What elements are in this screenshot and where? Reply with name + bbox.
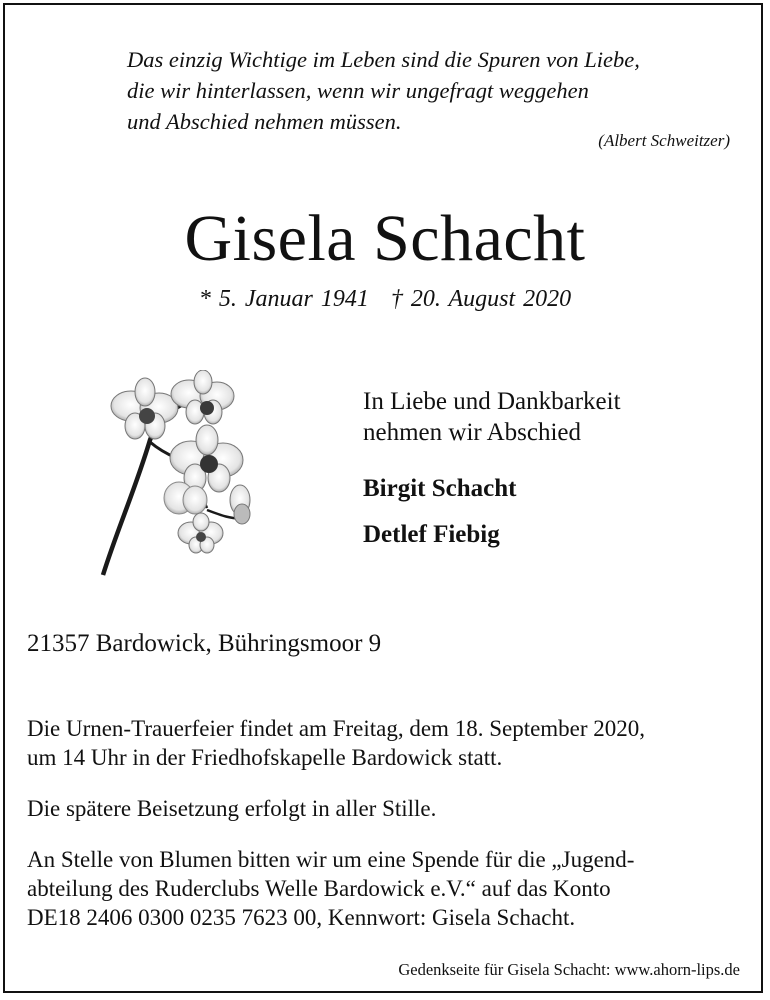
mourner-name: Detlef Fiebig: [363, 521, 500, 548]
notice-line: abteilung des Ruderclubs Welle Bardowick e.V.“ auf das Konto: [27, 876, 611, 901]
quote-line: die wir hinterlassen, wenn wir ungefragt weggehen: [127, 78, 589, 103]
donation-notice: [27, 845, 634, 932]
life-dates: [0, 286, 770, 313]
death-date: † 20. August 2020: [390, 286, 572, 312]
deceased-name: Gisela Schacht: [184, 202, 586, 275]
quote-line: Das einzig Wichtige im Leben sind die Spuren von Liebe,: [127, 47, 640, 72]
burial-notice: Die spätere Beisetzung erfolgt in aller Stille.: [27, 796, 437, 821]
orchid-illustration: [95, 370, 275, 580]
notice-line: An Stelle von Blumen bitten wir um eine Spende für die „Jugend-: [27, 847, 635, 872]
birth-date: * 5. Januar 1941: [198, 286, 369, 312]
ceremony-notice: [27, 714, 645, 772]
notice-line: um 14 Uhr in der Friedhofskapelle Bardowick statt.: [27, 745, 503, 770]
farewell-text: [363, 386, 621, 448]
memorial-quote: [127, 44, 640, 137]
quote-author: (Albert Schweitzer): [598, 131, 730, 150]
notice-line: Die Urnen-Trauerfeier findet am Freitag, dem 18. September 2020,: [27, 716, 646, 741]
family-address: 21357 Bardowick, Bühringsmoor 9: [27, 630, 382, 657]
notice-line: DE18 2406 0300 0235 7623 00, Kennwort: Gisela Schacht.: [27, 905, 576, 930]
quote-line: und Abschied nehmen müssen.: [127, 109, 402, 134]
memorial-page-link[interactable]: Gedenkseite für Gisela Schacht: www.ahorn-lips.de: [398, 960, 740, 979]
farewell-line: In Liebe und Dankbarkeit: [363, 388, 621, 415]
mourner-name: Birgit Schacht: [363, 475, 517, 502]
farewell-line: nehmen wir Abschied: [363, 419, 582, 446]
